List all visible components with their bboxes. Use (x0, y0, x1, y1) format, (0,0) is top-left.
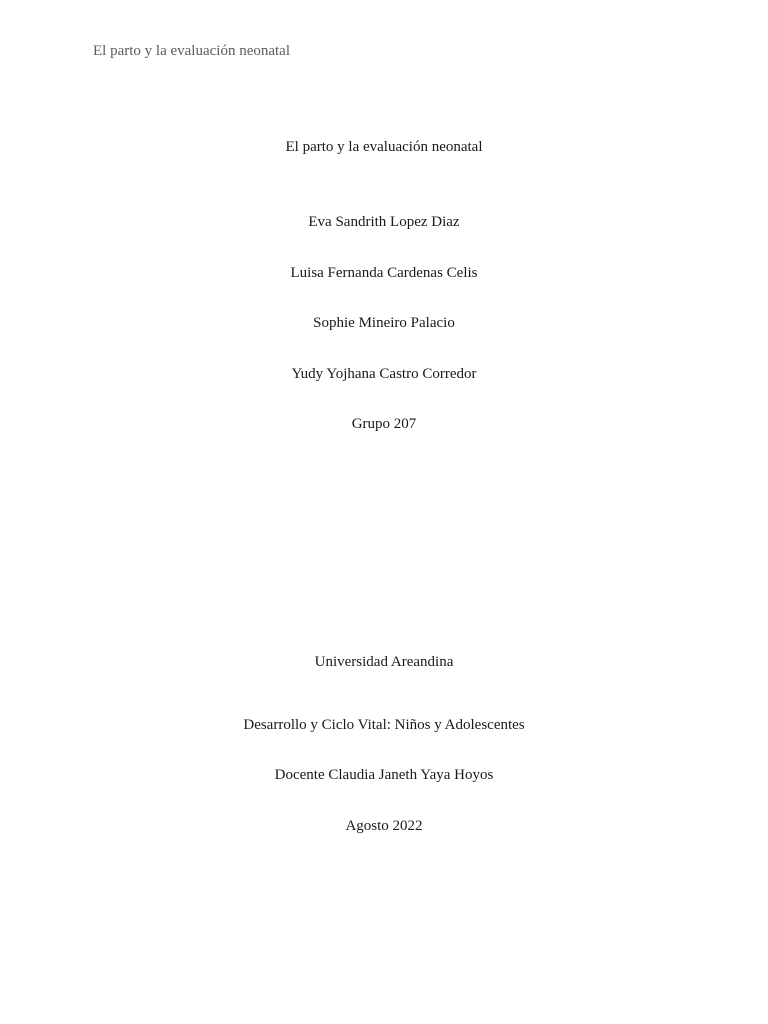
document-title: El parto y la evaluación neonatal (285, 139, 483, 155)
author-name: Eva Sandrith Lopez Diaz (308, 214, 460, 230)
group-label: Grupo 207 (351, 416, 417, 432)
teacher-name: Docente Claudia Janeth Yaya Hoyos (274, 767, 494, 783)
author-name: Sophie Mineiro Palacio (313, 315, 455, 331)
course-name: Desarrollo y Ciclo Vital: Niños y Adolescentes (243, 717, 525, 733)
university-name: Universidad Areandina (314, 654, 454, 670)
document-date: Agosto 2022 (345, 818, 423, 834)
running-head: El parto y la evaluación neonatal (93, 43, 290, 59)
author-name: Yudy Yojhana Castro Corredor (291, 366, 477, 382)
author-name: Luisa Fernanda Cardenas Celis (290, 265, 478, 281)
